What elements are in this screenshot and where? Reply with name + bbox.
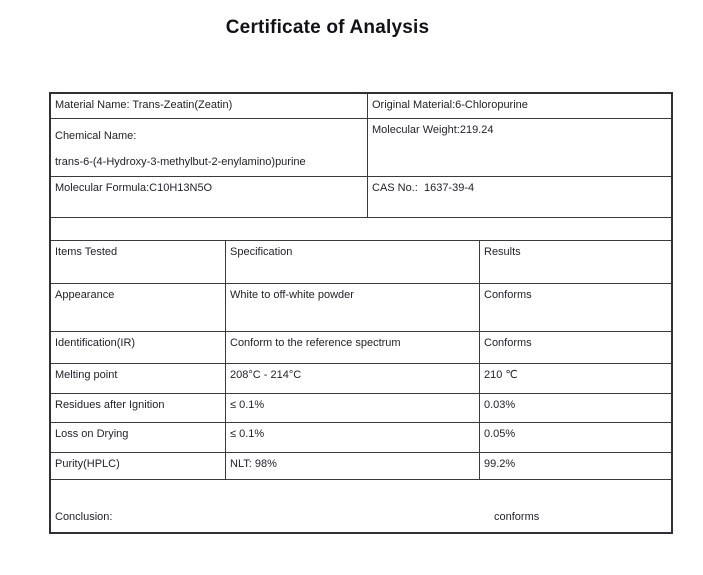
coa-table	[49, 92, 673, 534]
item-cell: Purity(HPLC)	[51, 453, 226, 479]
table-row-chemical	[51, 119, 671, 177]
item-cell: Identification(IR)	[51, 332, 226, 363]
conclusion-row	[51, 480, 671, 532]
spacer-row	[51, 218, 671, 241]
result-cell: 0.03%	[484, 399, 516, 411]
result-cell: 0.05%	[484, 428, 516, 440]
page-title: Certificate of Analysis	[225, 17, 430, 38]
original-material-cell: Original Material:6-Chloropurine	[372, 99, 528, 111]
spec-cell: ≤ 0.1%	[226, 423, 480, 452]
header-results: Results	[484, 246, 521, 258]
result-cell: Conforms	[484, 337, 532, 349]
table-row-purity	[51, 453, 671, 480]
spec-cell: ≤ 0.1%	[226, 394, 480, 422]
item-cell: Residues after Ignition	[51, 394, 226, 422]
molecular-weight-cell: Molecular Weight:219.24	[372, 124, 494, 136]
result-cell: 210 ℃	[484, 369, 518, 381]
table-row-material	[51, 94, 671, 119]
conclusion-label: Conclusion:	[55, 511, 113, 523]
chemical-name-label: Chemical Name:	[55, 130, 137, 142]
conclusion-value: conforms	[494, 511, 540, 523]
result-cell: 99.2%	[484, 458, 516, 470]
result-cell: Conforms	[484, 289, 532, 301]
table-row-identification	[51, 332, 671, 364]
table-row-melting-point	[51, 364, 671, 394]
table-row-residues	[51, 394, 671, 423]
cas-number-cell: CAS No.: 1637-39-4	[372, 182, 475, 194]
header-specification: Specification	[226, 241, 480, 283]
table-row-loss-on-drying	[51, 423, 671, 453]
material-name-cell: Material Name: Trans-Zeatin(Zeatin)	[51, 94, 368, 118]
item-cell: Appearance	[51, 284, 226, 331]
item-cell: Loss on Drying	[51, 423, 226, 452]
spec-cell: White to off-white powder	[226, 284, 480, 331]
spec-cell: 208°C - 214°C	[226, 364, 480, 393]
chemical-name-value: trans-6-(4-Hydroxy-3-methylbut-2-enylamino)purine	[55, 156, 306, 168]
spec-cell: Conform to the reference spectrum	[226, 332, 480, 363]
molecular-formula-cell: Molecular Formula:C10H13N5O	[51, 177, 368, 217]
table-row-appearance	[51, 284, 671, 332]
spec-cell: NLT: 98%	[226, 453, 480, 479]
chemical-name-cell	[51, 119, 368, 176]
results-header-row	[51, 241, 671, 284]
item-cell: Melting point	[51, 364, 226, 393]
table-row-formula	[51, 177, 671, 218]
header-items-tested: Items Tested	[51, 241, 226, 283]
